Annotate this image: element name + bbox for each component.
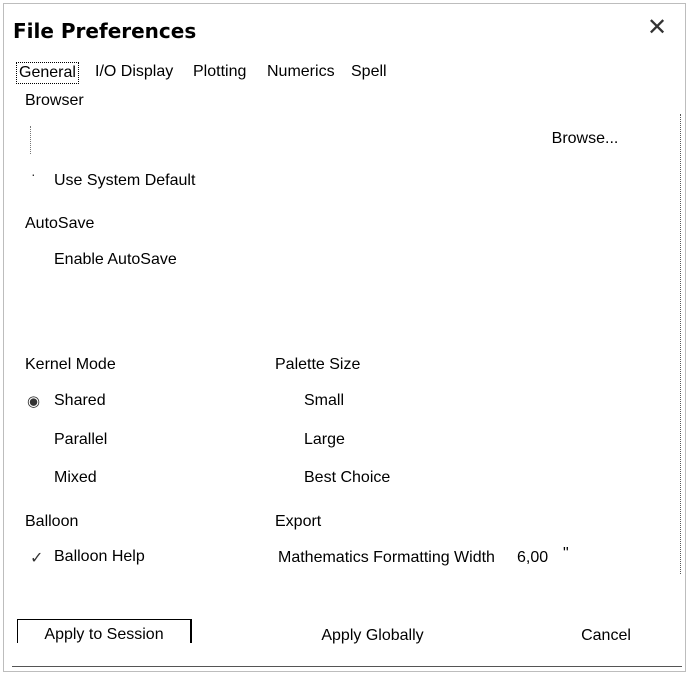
browser-path-input[interactable] bbox=[30, 122, 530, 156]
input-edge bbox=[30, 126, 31, 154]
palette-large-label[interactable]: Large bbox=[304, 431, 345, 448]
preferences-window bbox=[3, 3, 686, 672]
kernel-shared-label: Shared bbox=[54, 392, 106, 409]
palette-small-label[interactable]: Small bbox=[304, 392, 345, 409]
formatting-width-unit: " bbox=[563, 545, 569, 562]
export-section-label: Export bbox=[275, 513, 322, 530]
apply-to-session-button[interactable]: Apply to Session bbox=[17, 619, 192, 643]
autosave-section-label: AutoSave bbox=[25, 215, 95, 232]
palette-best-choice-label[interactable]: Best Choice bbox=[304, 469, 391, 486]
formatting-width-input[interactable]: 6,00 bbox=[517, 549, 549, 566]
apply-globally-button[interactable]: Apply Globally bbox=[321, 627, 424, 644]
tab-general[interactable]: General bbox=[16, 62, 79, 84]
window-bottom-edge bbox=[12, 666, 682, 667]
kernel-shared-radio[interactable]: ◉ bbox=[27, 393, 41, 410]
balloon-section-label: Balloon bbox=[25, 513, 79, 530]
kernel-parallel-label[interactable]: Parallel bbox=[54, 431, 108, 448]
browse-button[interactable]: Browse... bbox=[551, 130, 619, 147]
balloon-help-checkbox[interactable]: ✓ bbox=[30, 550, 44, 567]
enable-autosave-label: Enable AutoSave bbox=[54, 251, 177, 268]
tab-io-display[interactable]: I/O Display bbox=[95, 63, 174, 80]
use-system-default-checkbox[interactable]: · bbox=[31, 166, 36, 182]
tab-plotting[interactable]: Plotting bbox=[193, 63, 247, 80]
window-title: File Preferences bbox=[13, 19, 197, 43]
kernel-mode-section-label: Kernel Mode bbox=[25, 356, 116, 373]
browser-section-label: Browser bbox=[25, 92, 84, 109]
window-right-edge bbox=[680, 114, 681, 574]
tab-numerics[interactable]: Numerics bbox=[267, 63, 335, 80]
palette-size-section-label: Palette Size bbox=[275, 356, 361, 373]
formatting-width-label: Mathematics Formatting Width bbox=[278, 549, 495, 566]
tab-spell[interactable]: Spell bbox=[351, 63, 387, 80]
kernel-mixed-label[interactable]: Mixed bbox=[54, 469, 97, 486]
use-system-default-label: Use System Default bbox=[54, 172, 196, 189]
cancel-button[interactable]: Cancel bbox=[581, 627, 631, 644]
balloon-help-label: Balloon Help bbox=[54, 548, 145, 565]
close-icon[interactable]: ✕ bbox=[646, 14, 668, 41]
